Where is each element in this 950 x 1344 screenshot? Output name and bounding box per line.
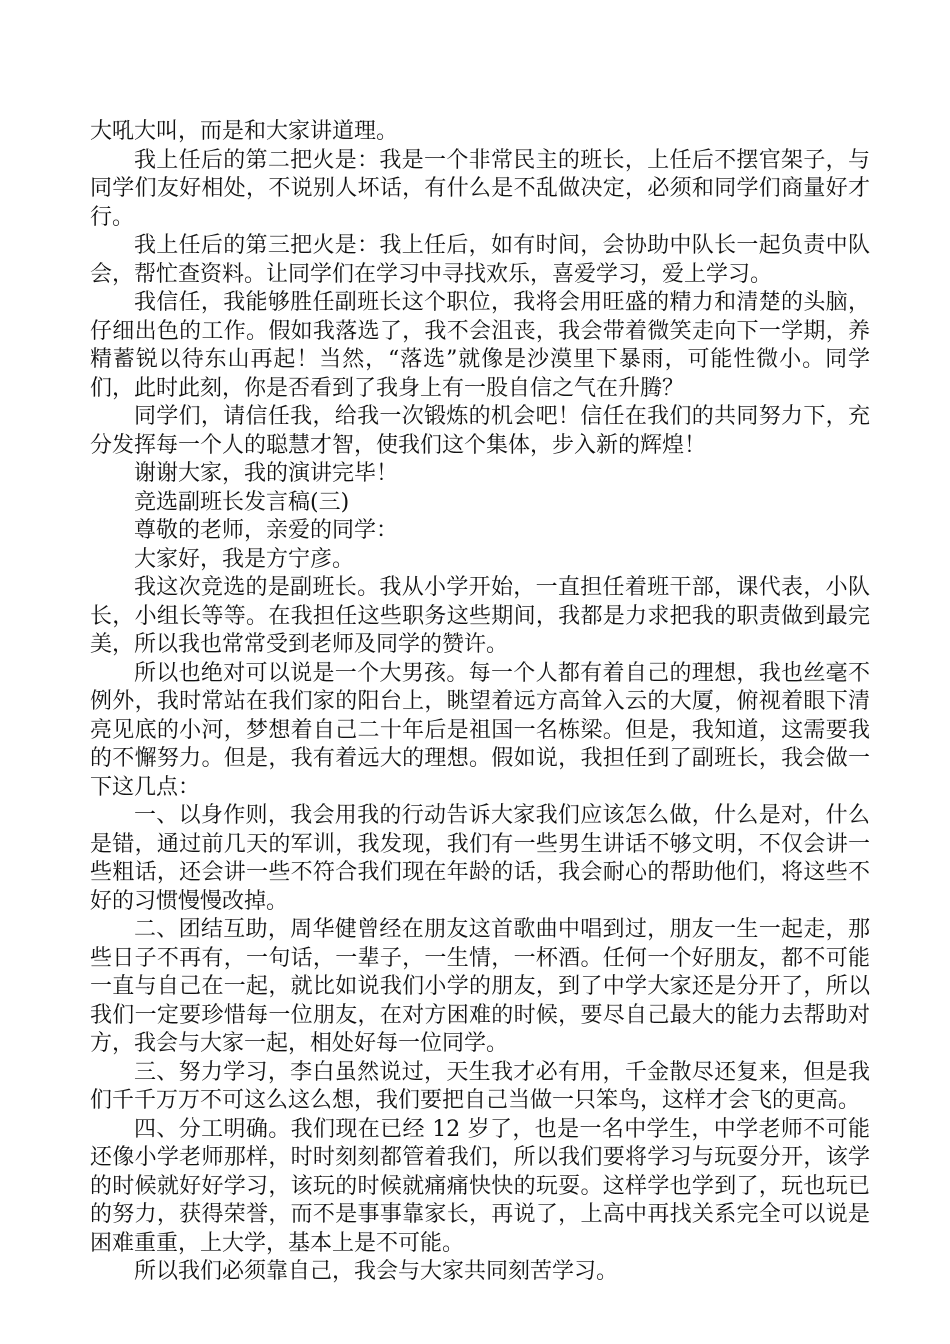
point-two: 二、团结互助，周华健曾经在朋友这首歌曲中唱到过，朋友一生一起走，那些日子不再有，一句话，一辈子，一生情，一杯酒。任何一个好朋友，都不可能一直与自己在一起，就比如说我们小学的朋友，到了中学大家还是分开了，所以我们一定要珍惜每一位朋友，在对方困难的时候，要尽自己最大的能力去帮助对方，我会与大家一起，相处好每一位同学。 <box>90 917 870 1056</box>
greeting: 大家好，我是方宁彦。 <box>134 546 355 572</box>
paragraph-2: 我上任后的第二把火是：我是一个非常民主的班长，上任后不摆官架子，与同学们友好相处，不说别人坏话，有什么是不乱做决定，必须和同学们商量好才行。 <box>90 147 870 230</box>
point-one: 一、以身作则，我会用我的行动告诉大家我们应该怎么做，什么是对，什么是错，通过前几天的军训，我发现，我们有一些男生讲话不够文明，不仅会讲一些粗话，还会讲一些不符合我们现在年龄的话，我会耐心的帮助他们，将这些不好的习惯慢慢改掉。 <box>90 803 870 914</box>
point-three: 三、努力学习，李白虽然说过，天生我才必有用，千金散尽还复来，但是我们千千万万不可这么这么想，我们要把自己当做一只笨鸟，这样才会飞的更高。 <box>90 1059 870 1113</box>
paragraph-1: 大吼大叫，而是和大家讲道理。 <box>90 119 399 144</box>
paragraph-10: 我这次竞选的是副班长。我从小学开始，一直担任着班干部，课代表，小队长，小组长等等。在我担任这些职务这些期间，我都是力求把我的职责做到最完美，所以我也常常受到老师及同学的赞许。 <box>90 575 870 657</box>
paragraph-4: 我信任，我能够胜任副班长这个职位，我将会用旺盛的精力和清楚的头脑，仔细出色的工作。假如我落选了，我不会沮丧，我会带着微笑走向下一学期，养精蓄锐以待东山再起！当然，“落选”就像是沙漠里下暴雨，可能性微小。同学们，此时此刻，你是否看到了我身上有一股自信之气在升腾？ <box>90 290 870 401</box>
section-heading: 竞选副班长发言稿(三) <box>134 489 350 515</box>
document-page <box>90 118 870 1287</box>
point-four: 四、分工明确。我们现在已经 12 岁了，也是一名中学生，中学老师不可能还像小学老师那样，时时刻刻都管着我们，所以我们要将学习与玩耍分开，该学的时候就好好学习，该玩的时候就痛痛快快的玩耍。这样学也学到了，玩也玩已的努力，获得荣誉，而不是事事靠家长，再说了，上高中再找关系完全可以说是困难重重，上大学，基本上是不可能。 <box>90 1116 870 1256</box>
closing-paragraph: 所以我们必须靠自己，我会与大家共同刻苦学习。 <box>134 1259 619 1284</box>
salutation: 尊敬的老师，亲爱的同学： <box>134 518 399 543</box>
paragraph-11: 所以也绝对可以说是一个大男孩。每一个人都有着自己的理想，我也丝毫不例外，我时常站在我们家的阳台上，眺望着远方高耸入云的大厦，俯视着眼下清亮见底的小河，梦想着自己二十年后是祖国一名栋梁。但是，我知道，这需要我的不懈努力。但是，我有着远大的理想。假如说，我担任到了副班长，我会做一下这几点： <box>90 660 870 800</box>
paragraph-3: 我上任后的第三把火是：我上任后，如有时间，会协助中队长一起负责中队会，帮忙查资料。让同学们在学习中寻找欢乐，喜爱学习，爱上学习。 <box>90 233 870 287</box>
paragraph-5: 同学们，请信任我，给我一次锻炼的机会吧！信任在我们的共同努力下，充分发挥每一个人的聪慧才智，使我们这个集体，步入新的辉煌！ <box>90 404 870 458</box>
paragraph-6: 谢谢大家，我的演讲完毕！ <box>134 461 399 486</box>
